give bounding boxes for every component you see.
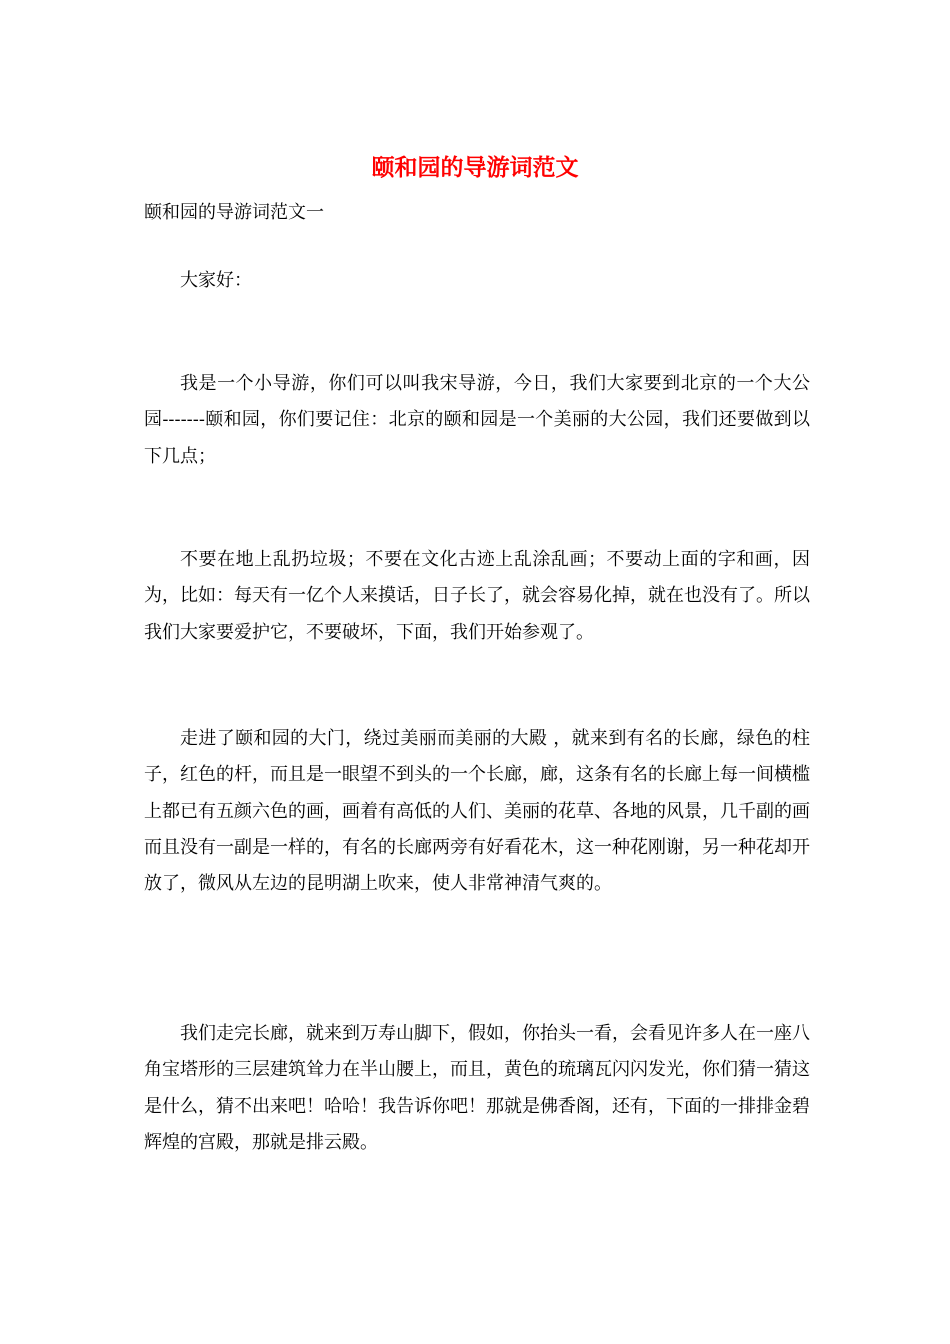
body-paragraph: 不要在地上乱扔垃圾；不要在文化古迹上乱涂乱画；不要动上面的字和画，因为，比如：每天有一亿个人来摸话，日子长了，就会容易化掉，就在也没有了。所以我们大家要爱护它，不要破坏，下面，我们开始参观了。 — [144, 549, 810, 643]
body-paragraph: 我们走完长廊，就来到万寿山脚下，假如，你抬头一看，会看见许多人在一座八角宝塔形的三层建筑耸力在半山腰上，而且，黄色的琉璃瓦闪闪发光，你们猜一猜这是什么，猜不出来吧！哈哈！我告诉你吧！那就是佛香阁，还有，下面的一排排金碧辉煌的宫殿，那就是排云殿。 — [144, 1023, 810, 1153]
greeting-paragraph: 大家好： — [180, 270, 252, 291]
document-title: 颐和园的导游词范文 — [371, 154, 579, 181]
body-paragraph: 我是一个小导游，你们可以叫我宋导游，今日，我们大家要到北京的一个大公园-------颐和园，你们要记住：北京的颐和园是一个美丽的大公园，我们还要做到以下几点； — [144, 373, 810, 467]
body-paragraph: 走进了颐和园的大门，绕过美丽而美丽的大殿 ，就来到有名的长廊，绿色的柱子，红色的杆，而且是一眼望不到头的一个长廊，廊，这条有名的长廊上每一间横槛上都已有五颜六色的画，画着有高低的人们、美丽的花草、各地的风景，几千副的画而且没有一副是一样的，有名的长廊两旁有好看花木，这一种花刚谢，另一种花却开放了，微风从左边的昆明湖上吹来，使人非常神清气爽的。 — [144, 728, 810, 895]
document-subtitle: 颐和园的导游词范文一 — [144, 202, 324, 223]
